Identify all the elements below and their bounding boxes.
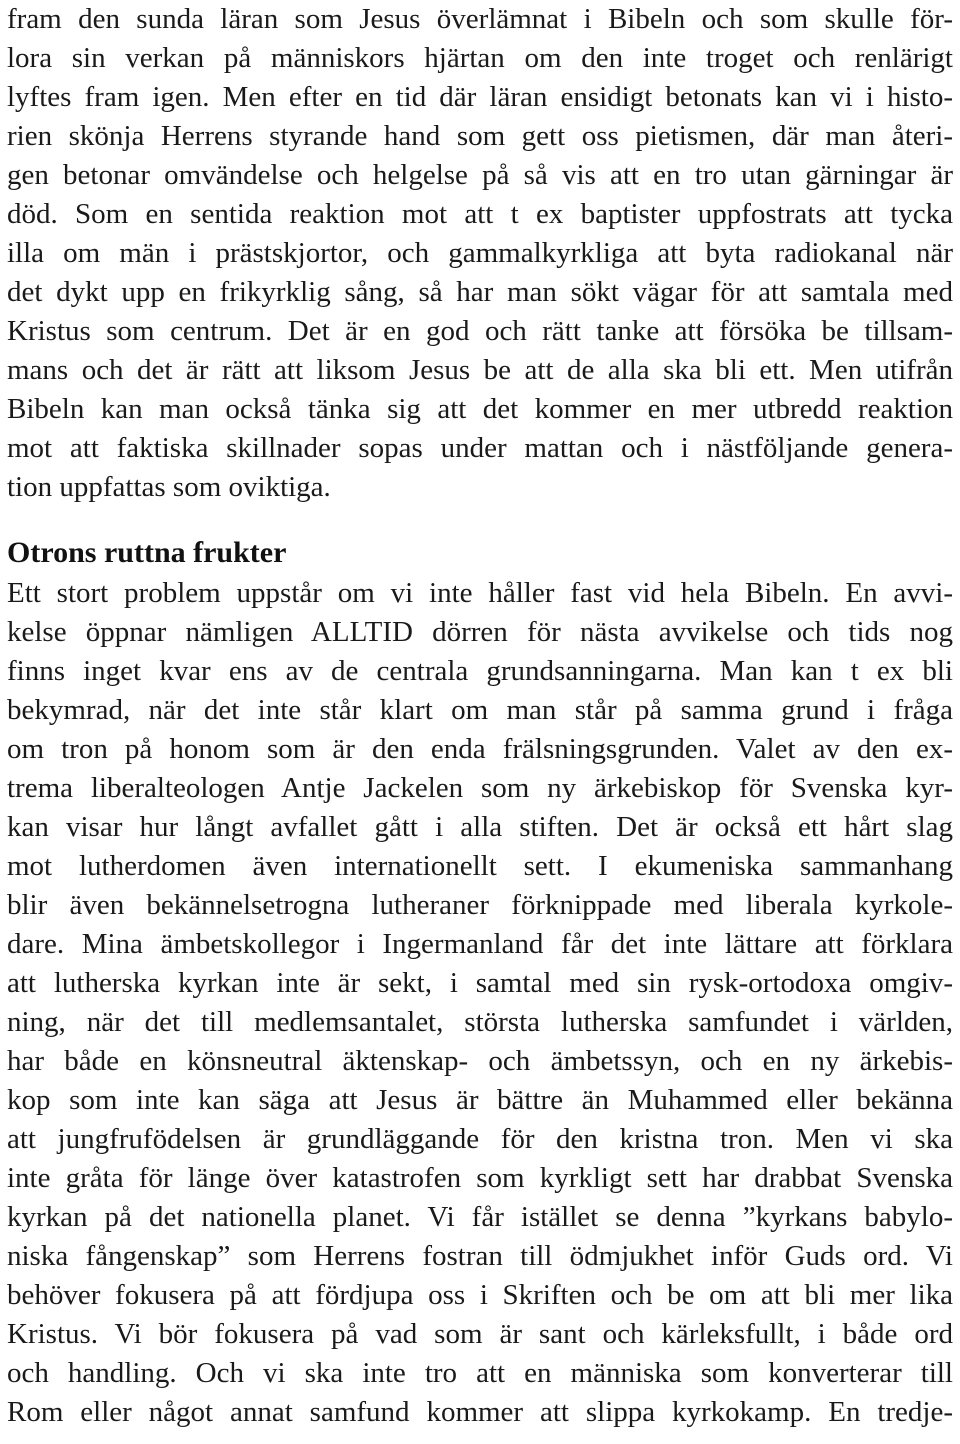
text-line: Rom eller något annat samfund kommer att slippa kyrkokamp. En tredje- xyxy=(7,1396,953,1428)
text-line: om tron på honom som är den enda frälsningsgrunden. Valet av den ex- xyxy=(7,733,953,765)
text-line: gen betonar omvändelse och helgelse på så vis att en tro utan gärningar är xyxy=(7,159,953,191)
text-line: trema liberalteologen Antje Jackelen som ny ärkebiskop för Svenska kyr- xyxy=(7,772,953,804)
text-line: lora sin verkan på människors hjärtan om den inte troget och renlärigt xyxy=(7,42,953,74)
text-line: finns inget kvar ens av de centrala grundsanningarna. Man kan t ex bli xyxy=(7,655,953,687)
text-line: illa om män i prästskjortor, och gammalkyrkliga att byta radiokanal när xyxy=(7,237,953,269)
text-line: har både en könsneutral äktenskap- och ämbetssyn, och en ny ärkebis- xyxy=(7,1045,953,1077)
text-line: det dykt upp en frikyrklig sång, så har man sökt vägar för att samtala med xyxy=(7,276,953,308)
text-line: ning, när det till medlemsantalet, största lutherska samfundet i världen, xyxy=(7,1006,953,1038)
text-line: mot lutherdomen även internationellt sett. I ekumeniska sammanhang xyxy=(7,850,953,882)
text-line: Kristus. Vi bör fokusera på vad som är sant och kärleksfullt, i både ord xyxy=(7,1318,953,1350)
text-line: Ett stort problem uppstår om vi inte håller fast vid hela Bibeln. En avvi- xyxy=(7,577,953,609)
text-line: tion uppfattas som oviktiga. xyxy=(7,471,331,503)
text-line: lyftes fram igen. Men efter en tid där läran ensidigt betonats kan vi i histo- xyxy=(7,81,953,113)
text-line: niska fångenskap” som Herrens fostran till ödmjukhet inför Guds ord. Vi xyxy=(7,1240,953,1272)
text-line: kop som inte kan säga att Jesus är bättre än Muhammed eller bekänna xyxy=(7,1084,953,1116)
text-line: död. Som en sentida reaktion mot att t ex baptister uppfostrats att tycka xyxy=(7,198,953,230)
text-line: blir även bekännelsetrogna lutheraner förknippade med liberala kyrkole- xyxy=(7,889,953,921)
text-line: fram den sunda läran som Jesus överlämnat i Bibeln och som skulle för- xyxy=(7,3,953,35)
text-line: behöver fokusera på att fördjupa oss i Skriften och be om att bli mer lika xyxy=(7,1279,953,1311)
text-line: kan visar hur långt avfallet gått i alla stiften. Det är också ett hårt slag xyxy=(7,811,953,843)
text-line: Bibeln kan man också tänka sig att det kommer en mer utbredd reaktion xyxy=(7,393,953,425)
text-line: bekymrad, när det inte står klart om man står på samma grund i fråga xyxy=(7,694,953,726)
text-line: Kristus som centrum. Det är en god och rätt tanke att försöka be tillsam- xyxy=(7,315,953,347)
text-line: dare. Mina ämbetskollegor i Ingermanland får det inte lättare att förklara xyxy=(7,928,953,960)
text-line: och handling. Och vi ska inte tro att en människa som konverterar till xyxy=(7,1357,953,1389)
text-line: att lutherska kyrkan inte är sekt, i samtal med sin rysk-ortodoxa omgiv- xyxy=(7,967,953,999)
text-line: kyrkan på det nationella planet. Vi får istället se denna ”kyrkans babylo- xyxy=(7,1201,953,1233)
text-line: mot att faktiska skillnader sopas under mattan och i nästföljande genera- xyxy=(7,432,953,464)
text-line: att jungfrufödelsen är grundläggande för den kristna tron. Men vi ska xyxy=(7,1123,953,1155)
text-line: mans och det är rätt att liksom Jesus be att de alla ska bli ett. Men utifrån xyxy=(7,354,953,386)
text-line: kelse öppnar nämligen ALLTID dörren för nästa avvikelse och tids nog xyxy=(7,616,953,648)
text-line: rien skönja Herrens styrande hand som gett oss pietismen, där man återi- xyxy=(7,120,953,152)
text-line: inte gråta för länge över katastrofen som kyrkligt sett har drabbat Svenska xyxy=(7,1162,953,1194)
section-heading: Otrons ruttna frukter xyxy=(7,536,287,569)
